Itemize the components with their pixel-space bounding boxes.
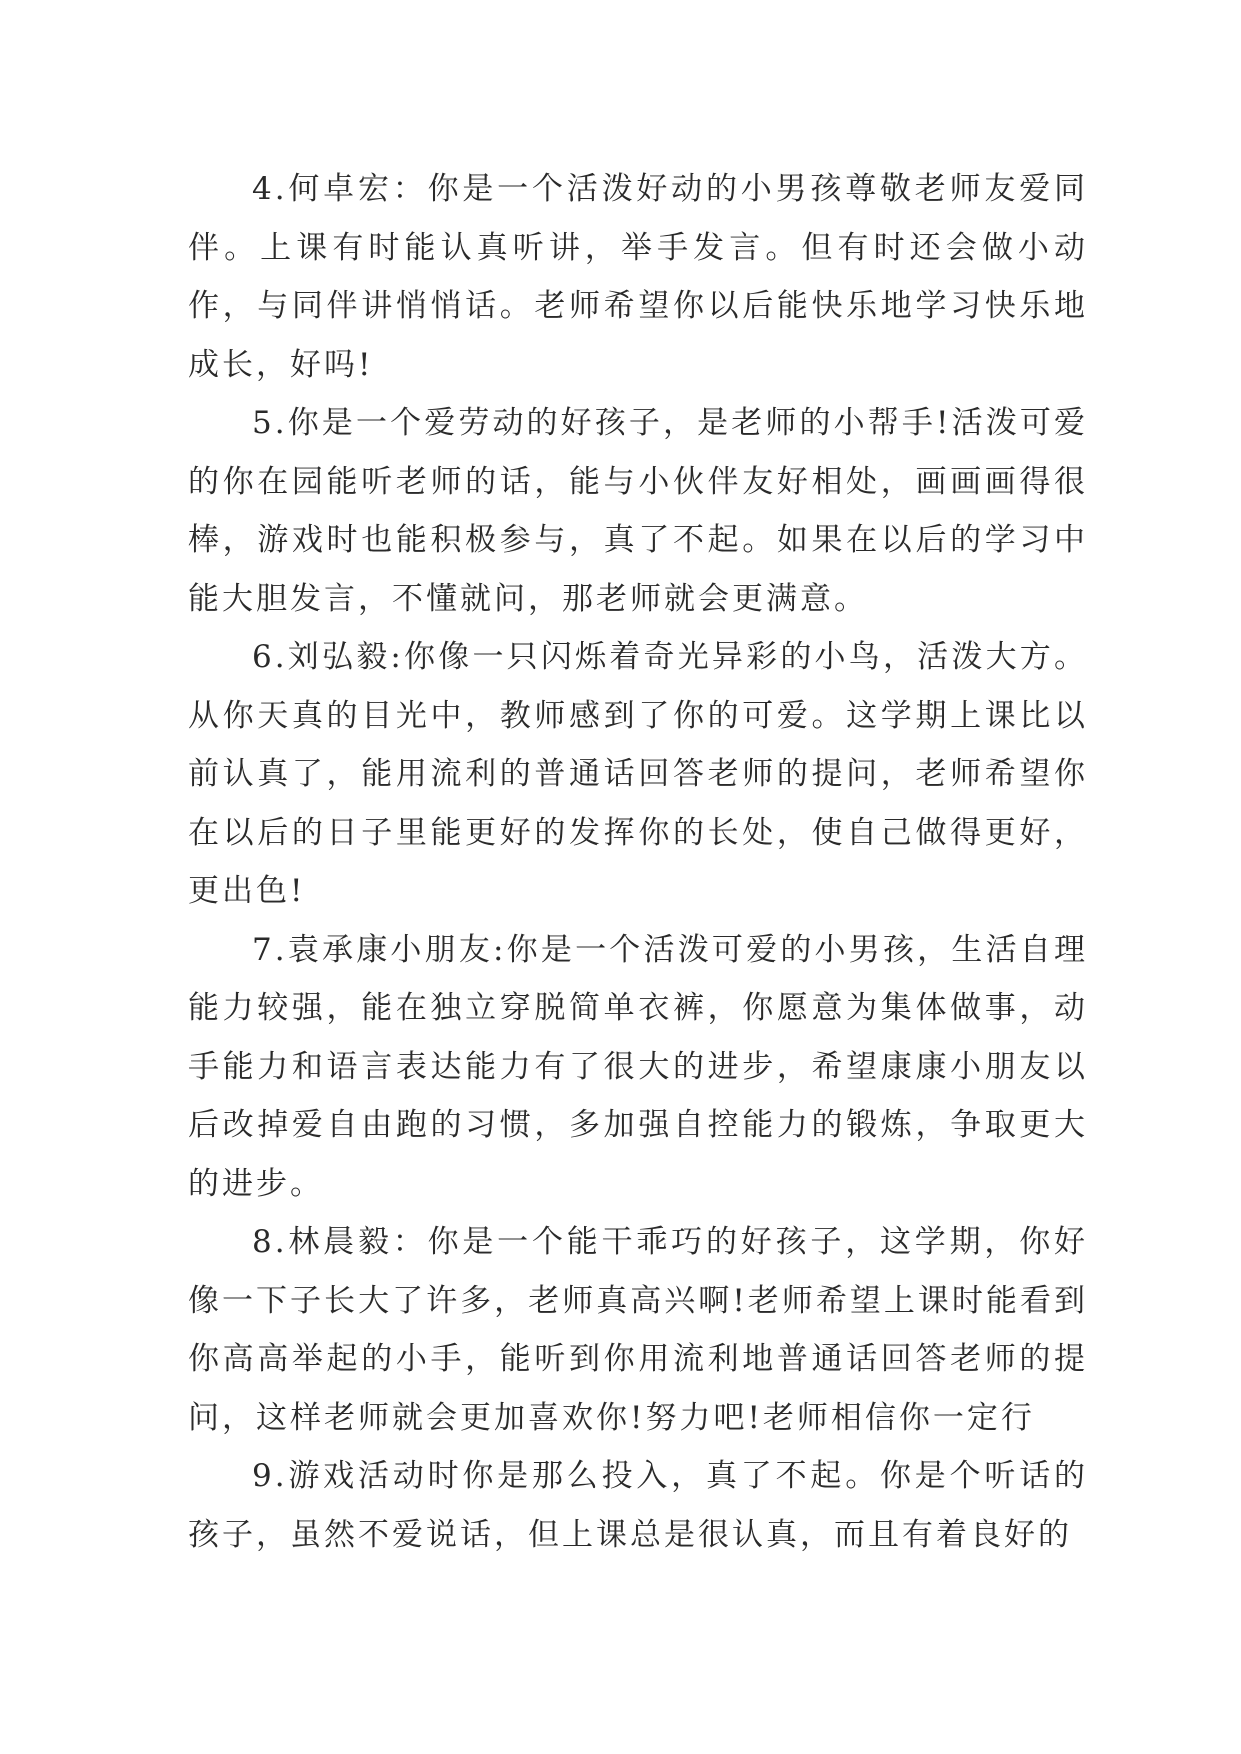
paragraph-4: 4.何卓宏：你是一个活泼好动的小男孩尊敬老师友爱同伴。上课有时能认真听讲，举手发言。但有时还会做小动作，与同伴讲悄悄话。老师希望你以后能快乐地学习快乐地成长，好吗!: [188, 171, 1088, 383]
paragraph-8: 8.林晨毅：你是一个能干乖巧的好孩子，这学期，你好像一下子长大了许多，老师真高兴啊!老师希望上课时能看到你高高举起的小手，能听到你用流利地普通话回答老师的提问，这样老师就会更加喜欢你!努力吧!老师相信你一定行: [188, 1224, 1088, 1436]
document-body: [188, 160, 1088, 1564]
paragraph-7: 7.袁承康小朋友:你是一个活泼可爱的小男孩，生活自理能力较强，能在独立穿脱简单衣裤，你愿意为集体做事，动手能力和语言表达能力有了很大的进步，希望康康小朋友以后改掉爱自由跑的习惯，多加强自控能力的锻炼，争取更大的进步。: [188, 931, 1088, 1202]
paragraph-6: 6.刘弘毅:你像一只闪烁着奇光异彩的小鸟，活泼大方。从你天真的目光中，教师感到了你的可爱。这学期上课比以前认真了，能用流利的普通话回答老师的提问，老师希望你在以后的日子里能更好的发挥你的长处，使自己做得更好，更出色!: [188, 639, 1088, 909]
paragraph-5: 5.你是一个爱劳动的好孩子，是老师的小帮手!活泼可爱的你在园能听老师的话，能与小伙伴友好相处，画画画得很棒，游戏时也能积极参与，真了不起。如果在以后的学习中能大胆发言，不懂就问，那老师就会更满意。: [188, 405, 1088, 617]
paragraph-9: 9.游戏活动时你是那么投入，真了不起。你是个听话的孩子，虽然不爱说话，但上课总是很认真，而且有着良好的: [188, 1458, 1088, 1553]
